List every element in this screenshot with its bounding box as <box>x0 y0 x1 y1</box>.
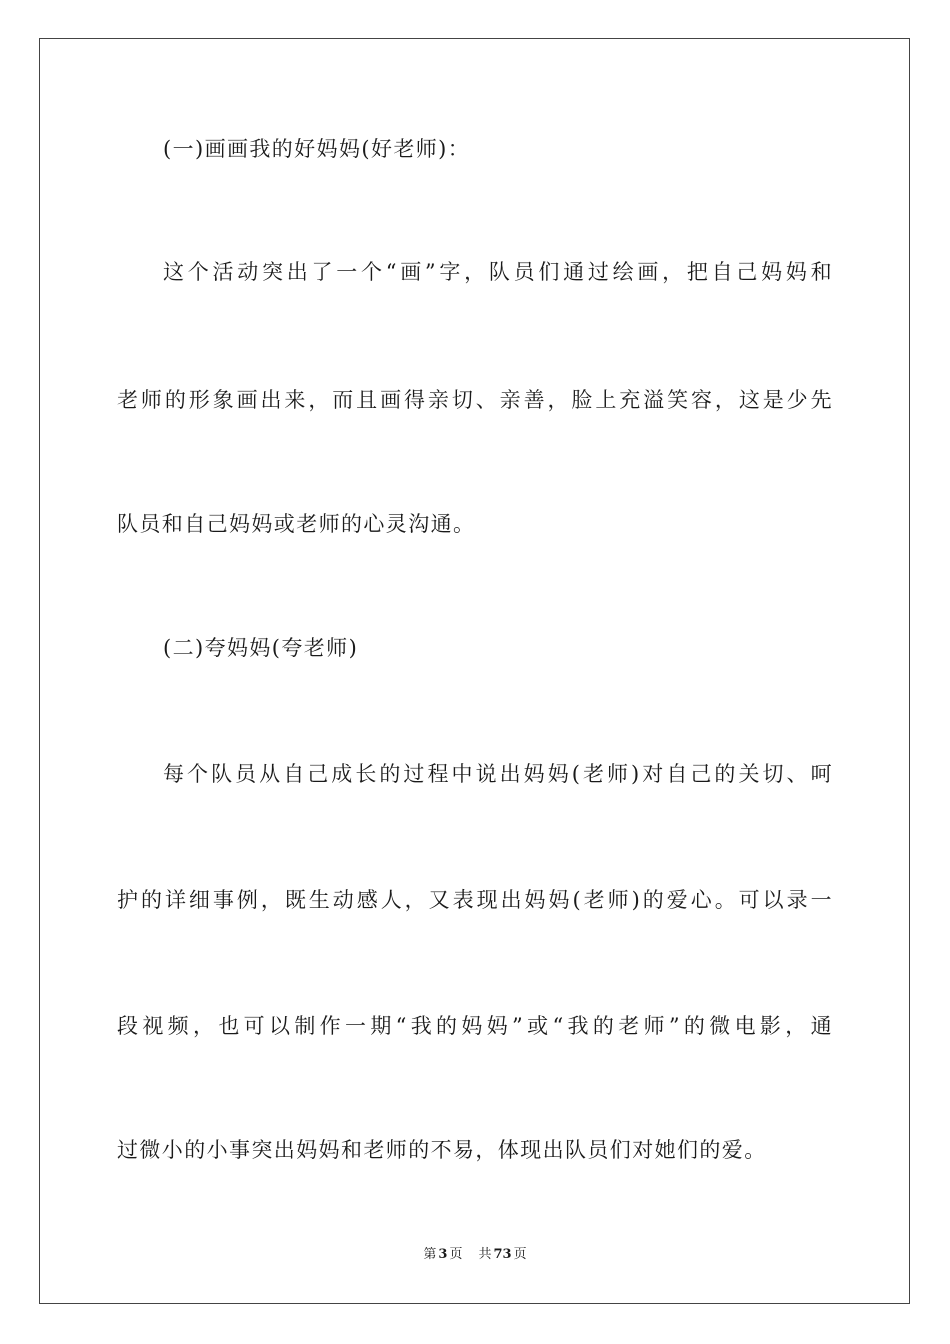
paragraph-line: 队员和自己妈妈或老师的心灵沟通。 <box>117 512 476 536</box>
paragraph-line: 老师的形象画出来，而且画得亲切、亲善，脸上充溢笑容，这是少先 <box>117 388 833 412</box>
page-number: 3 <box>438 1247 448 1262</box>
paragraph-line: 每个队员从自己成长的过程中说出妈妈(老师)对自己的关切、呵 <box>163 762 833 786</box>
total-suffix: 页 <box>513 1247 527 1262</box>
page-suffix: 页 <box>449 1247 463 1262</box>
paragraph-line: 护的详细事例，既生动感人，又表现出妈妈(老师)的爱心。可以录一 <box>117 888 833 912</box>
paragraph-line: 过微小的小事突出妈妈和老师的不易，体现出队员们对她们的爱。 <box>117 1138 767 1162</box>
total-pages: 73 <box>493 1247 512 1262</box>
paragraph-line: 这个活动突出了一个“画”字，队员们通过绘画，把自己妈妈和 <box>163 260 833 284</box>
page-footer <box>0 1246 950 1264</box>
paragraph-line: 段视频，也可以制作一期“我的妈妈”或“我的老师”的微电影，通 <box>117 1014 833 1038</box>
heading-section-one: (一)画画我的好妈妈(好老师)： <box>163 137 471 161</box>
page-prefix: 第 <box>423 1247 437 1262</box>
total-prefix: 共 <box>478 1247 492 1262</box>
page-border <box>39 38 910 1304</box>
heading-section-two: (二)夸妈妈(夸老师) <box>163 636 359 660</box>
